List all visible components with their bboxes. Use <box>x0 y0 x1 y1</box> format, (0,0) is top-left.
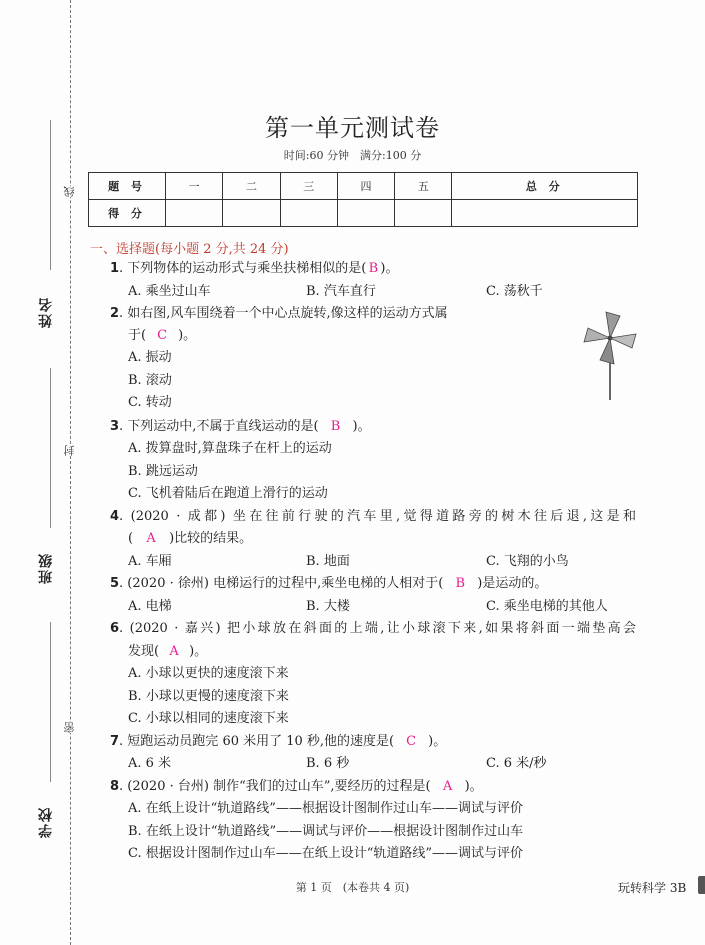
score-header-cell: 总 分 <box>452 173 638 200</box>
answer-mark: B <box>368 261 379 276</box>
seal-secret-char: 密 <box>63 722 76 733</box>
answer-mark: B <box>455 576 466 591</box>
question-4 <box>110 508 636 526</box>
question-8 <box>110 778 483 796</box>
question-2-cont <box>128 327 196 345</box>
option-a: A. 车厢 <box>128 554 172 569</box>
section-title: 一、选择题(每小题 2 分,共 24 分) <box>90 242 289 257</box>
question-text: )。 <box>178 328 197 343</box>
question-5 <box>110 575 547 593</box>
score-row-label: 得 分 <box>89 200 166 227</box>
option-c: C. 小球以相同的速度滚下来 <box>128 711 289 726</box>
option-a: A. 电梯 <box>128 599 172 614</box>
question-text: 发现( <box>128 644 160 659</box>
score-table-header-row <box>89 173 638 200</box>
question-text: . 下列运动中,不属于直线运动的是( <box>119 419 319 434</box>
score-header-cell: 三 <box>280 173 337 200</box>
option-b: B. 大楼 <box>306 599 350 614</box>
question-number: 7 <box>110 734 120 749</box>
class-write-line <box>50 368 51 528</box>
question-text: )。 <box>464 779 483 794</box>
question-text: )比较的结果。 <box>169 531 253 546</box>
option-c: C. 6 米/秒 <box>486 756 547 771</box>
score-header-cell: 题 号 <box>89 173 166 200</box>
option-c: C. 飞翔的小鸟 <box>486 554 569 569</box>
name-field-label: 姓名 <box>38 296 54 328</box>
question-text: )。 <box>352 419 371 434</box>
question-number: 2 <box>110 306 120 321</box>
question-text: ( <box>128 531 134 546</box>
score-header-cell: 一 <box>166 173 223 200</box>
option-c: C. 飞机着陆后在跑道上滑行的运动 <box>128 486 328 501</box>
question-text: . 如右图,风车围绕着一个中心点旋转,像这样的运动方式属 <box>119 306 448 321</box>
exam-meta: 时间:60 分钟 满分:100 分 <box>283 149 422 162</box>
question-text: )。 <box>428 734 447 749</box>
question-text: . (2020 · 台州) 制作“我们的过山车”,要经历的过程是( <box>119 779 431 794</box>
page-footer: 第 1 页 (本卷共 4 页) <box>295 881 410 894</box>
school-field-label: 学校 <box>38 806 54 838</box>
option-a: A. 乘坐过山车 <box>128 284 211 299</box>
option-b: B. 汽车直行 <box>306 284 376 299</box>
question-number: 5 <box>110 576 120 591</box>
brand-label: 玩转科学 3B <box>618 881 687 895</box>
class-field-label: 班级 <box>38 552 54 584</box>
option-b: B. 在纸上设计“轨道路线”——调试与评价——根据设计图制作过山车 <box>128 824 524 839</box>
option-a: A. 拨算盘时,算盘珠子在杆上的运动 <box>128 441 332 456</box>
option-a: A. 小球以更快的速度滚下来 <box>128 666 289 681</box>
question-1 <box>110 260 398 278</box>
answer-mark: A <box>169 644 179 659</box>
option-b: B. 滚动 <box>128 373 172 388</box>
score-table <box>88 172 638 227</box>
page-title: 第一单元测试卷 <box>265 114 440 142</box>
question-text: . (2020 · 嘉兴) 把小球放在斜面的上端,让小球滚下来,如果将斜面一端垫高会 <box>119 621 636 636</box>
score-header-cell: 四 <box>337 173 394 200</box>
score-header-cell: 五 <box>395 173 452 200</box>
question-text: )是运动的。 <box>477 576 548 591</box>
option-c: C. 根据设计图制作过山车——在纸上设计“轨道路线”——调试与评价 <box>128 846 524 861</box>
question-2 <box>110 305 448 323</box>
option-c: C. 乘坐电梯的其他人 <box>486 599 608 614</box>
option-c: C. 荡秋千 <box>486 284 543 299</box>
option-b: B. 6 秒 <box>306 756 350 771</box>
question-number: 3 <box>110 419 120 434</box>
question-text: . 短跑运动员跑完 60 米用了 10 秒,他的速度是( <box>119 734 395 749</box>
score-input-cell[interactable] <box>452 200 638 227</box>
seal-line-char: 线 <box>63 186 76 197</box>
answer-mark: C <box>157 328 168 343</box>
option-b: B. 地面 <box>306 554 350 569</box>
question-6-cont <box>128 643 207 661</box>
question-number: 6 <box>110 621 120 636</box>
question-text: . 下列物体的运动形式与乘坐扶梯相似的是( <box>119 261 367 276</box>
answer-mark: C <box>406 734 417 749</box>
score-input-cell[interactable] <box>395 200 452 227</box>
option-c: C. 转动 <box>128 395 172 410</box>
score-input-cell[interactable] <box>223 200 280 227</box>
pinwheel-icon <box>578 306 642 402</box>
score-table-score-row <box>89 200 638 227</box>
score-input-cell[interactable] <box>337 200 394 227</box>
question-text: 于( <box>128 328 147 343</box>
page-edge-tab <box>698 876 705 894</box>
school-write-line <box>50 622 51 782</box>
score-input-cell[interactable] <box>280 200 337 227</box>
question-text: )。 <box>380 261 399 276</box>
question-number: 1 <box>110 261 120 276</box>
score-header-cell: 二 <box>223 173 280 200</box>
seal-seal-char: 封 <box>63 445 76 456</box>
option-b: B. 跳远运动 <box>128 464 198 479</box>
question-text: . (2020 · 成都) 坐在往前行驶的汽车里,觉得道路旁的树木往后退,这是和 <box>119 509 636 524</box>
option-a: A. 在纸上设计“轨道路线”——根据设计图制作过山车——调试与评价 <box>128 801 523 816</box>
option-b: B. 小球以更慢的速度滚下来 <box>128 689 289 704</box>
question-6 <box>110 620 636 638</box>
question-7 <box>110 733 446 751</box>
question-4-cont <box>128 530 252 548</box>
question-text: . (2020 · 徐州) 电梯运行的过程中,乘坐电梯的人相对于( <box>119 576 444 591</box>
score-input-cell[interactable] <box>166 200 223 227</box>
answer-mark: A <box>442 779 453 794</box>
answer-mark: B <box>330 419 341 434</box>
question-number: 8 <box>110 779 120 794</box>
answer-mark: A <box>146 531 156 546</box>
question-3 <box>110 418 371 436</box>
question-number: 4 <box>110 509 120 524</box>
option-a: A. 6 米 <box>128 756 172 771</box>
option-a: A. 振动 <box>128 350 172 365</box>
question-text: )。 <box>189 644 208 659</box>
